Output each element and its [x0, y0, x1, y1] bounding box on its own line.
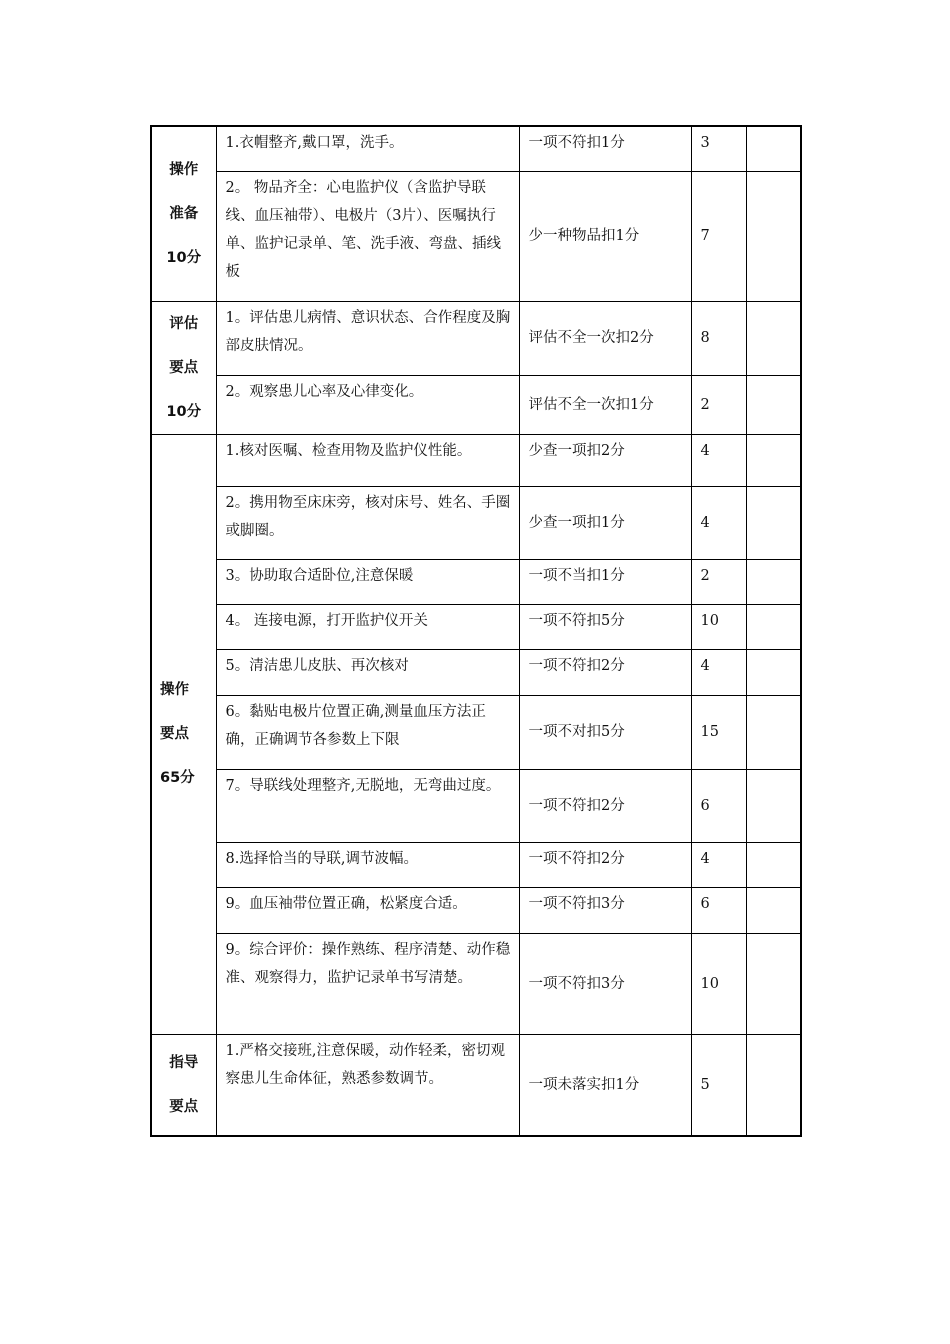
table-row [151, 1034, 801, 1136]
deduction-cell: 一项不符扣1分 [519, 126, 691, 171]
category-cell: 操作 准备 10分 [151, 126, 216, 301]
table-row [151, 695, 801, 769]
score-cell [746, 1034, 801, 1136]
item-cell: 7。导联线处理整齐,无脱地，无弯曲过度。 [216, 769, 519, 842]
item-cell: 1.核对医嘱、检查用物及监护仪性能。 [216, 434, 519, 486]
deduction-cell: 少查一项扣1分 [519, 486, 691, 559]
deduction-cell: 一项不符扣2分 [519, 649, 691, 695]
score-cell [746, 842, 801, 887]
table-row [151, 887, 801, 933]
points-cell: 2 [691, 376, 746, 434]
item-cell: 9。血压袖带位置正确，松紧度合适。 [216, 887, 519, 933]
deduction-cell: 一项不符扣3分 [519, 887, 691, 933]
item-cell: 6。黏贴电极片位置正确,测量血压方法正确，正确调节各参数上下限 [216, 695, 519, 769]
points-cell: 4 [691, 842, 746, 887]
table-row [151, 649, 801, 695]
score-cell [746, 604, 801, 649]
item-cell: 2。携用物至床床旁，核对床号、姓名、手圈或脚圈。 [216, 486, 519, 559]
points-cell: 7 [691, 171, 746, 301]
score-cell [746, 649, 801, 695]
table-row [151, 301, 801, 376]
deduction-cell: 一项不符扣5分 [519, 604, 691, 649]
deduction-cell: 少查一项扣2分 [519, 434, 691, 486]
table-row [151, 559, 801, 604]
deduction-cell: 一项不符扣3分 [519, 933, 691, 1034]
item-cell: 1.严格交接班,注意保暖，动作轻柔，密切观察患儿生命体征，熟悉参数调节。 [216, 1034, 519, 1136]
score-cell [746, 695, 801, 769]
table-row [151, 486, 801, 559]
score-cell [746, 887, 801, 933]
points-cell: 4 [691, 486, 746, 559]
table-row [151, 604, 801, 649]
category-cell: 指导 要点 [151, 1034, 216, 1136]
item-cell: 2。观察患儿心率及心律变化。 [216, 376, 519, 434]
item-cell: 2。 物品齐全：心电监护仪（含监护导联线、血压袖带）、电极片（3片）、医嘱执行单、监护记录单、笔、洗手液、弯盘、插线板 [216, 171, 519, 301]
table-row [151, 126, 801, 171]
score-cell [746, 376, 801, 434]
points-cell: 4 [691, 434, 746, 486]
item-cell: 1。评估患儿病情、意识状态、合作程度及胸部皮肤情况。 [216, 301, 519, 376]
points-cell: 6 [691, 769, 746, 842]
table-row [151, 171, 801, 301]
table-row [151, 376, 801, 434]
points-cell: 15 [691, 695, 746, 769]
deduction-cell: 评估不全一次扣1分 [519, 376, 691, 434]
item-cell: 9。综合评价：操作熟练、程序清楚、动作稳准、观察得力，监护记录单书写清楚。 [216, 933, 519, 1034]
scoring-table [150, 125, 802, 1137]
points-cell: 8 [691, 301, 746, 376]
points-cell: 10 [691, 933, 746, 1034]
deduction-cell: 一项不对扣5分 [519, 695, 691, 769]
points-cell: 4 [691, 649, 746, 695]
table-row [151, 434, 801, 486]
table-row [151, 769, 801, 842]
points-cell: 2 [691, 559, 746, 604]
score-cell [746, 301, 801, 376]
item-cell: 3。协助取合适卧位,注意保暖 [216, 559, 519, 604]
score-cell [746, 486, 801, 559]
category-cell: 评估 要点 10分 [151, 301, 216, 434]
score-cell [746, 933, 801, 1034]
deduction-cell: 一项不符扣2分 [519, 842, 691, 887]
points-cell: 6 [691, 887, 746, 933]
table-row [151, 842, 801, 887]
category-cell: 操作 要点 65分 [151, 434, 216, 1034]
item-cell: 4。 连接电源，打开监护仪开关 [216, 604, 519, 649]
item-cell: 1.衣帽整齐,戴口罩，洗手。 [216, 126, 519, 171]
score-cell [746, 769, 801, 842]
deduction-cell: 评估不全一次扣2分 [519, 301, 691, 376]
deduction-cell: 一项不当扣1分 [519, 559, 691, 604]
item-cell: 5。清洁患儿皮肤、再次核对 [216, 649, 519, 695]
points-cell: 5 [691, 1034, 746, 1136]
deduction-cell: 少一种物品扣1分 [519, 171, 691, 301]
deduction-cell: 一项不符扣2分 [519, 769, 691, 842]
points-cell: 3 [691, 126, 746, 171]
score-cell [746, 559, 801, 604]
table-row [151, 933, 801, 1034]
points-cell: 10 [691, 604, 746, 649]
score-cell [746, 171, 801, 301]
item-cell: 8.选择恰当的导联,调节波幅。 [216, 842, 519, 887]
deduction-cell: 一项未落实扣1分 [519, 1034, 691, 1136]
score-cell [746, 434, 801, 486]
score-cell [746, 126, 801, 171]
